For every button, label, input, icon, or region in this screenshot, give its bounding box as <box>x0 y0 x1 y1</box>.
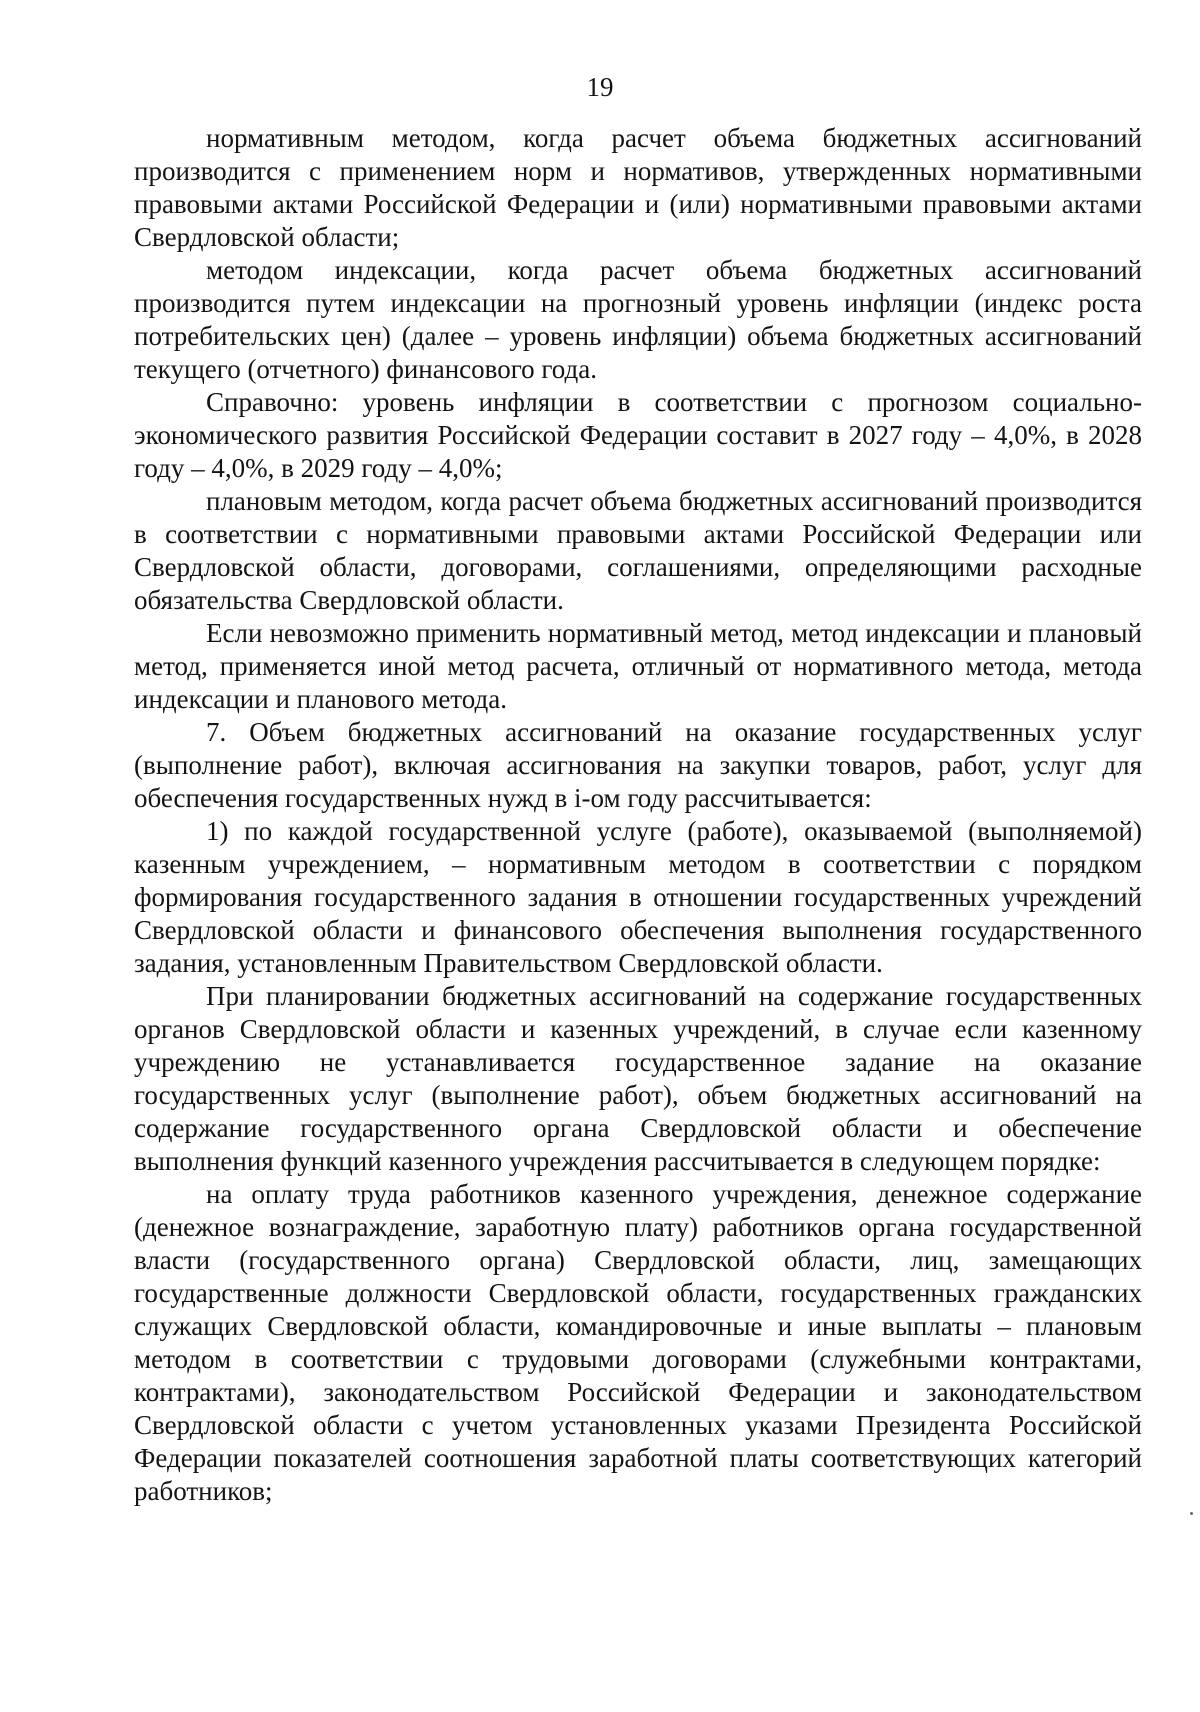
document-body <box>134 122 1142 1508</box>
paragraph-normative-method: нормативным методом, когда расчет объема бюджетных ассигнований производится с применением норм и нормативов, утвержденных нормативными правовыми актами Российской Федерации и (или) нормативными правовыми актами Свердловской области; <box>134 123 1142 252</box>
paragraph-inflation-reference: Справочно: уровень инфляции в соответствии с прогнозом социально-экономического развития Российской Федерации составит в 2027 году – 4,0%, в 2028 году – 4,0%, в 2029 году – 4,0%; <box>134 387 1142 483</box>
paragraph-indexation-method: методом индексации, когда расчет объема бюджетных ассигнований производится путем индексации на прогнозный уровень инфляции (индекс роста потребительских цен) (далее – уровень инфляции) объема бюджетных ассигнований текущего (отчетного) финансового года. <box>134 255 1142 384</box>
paragraph-other-method: Если невозможно применить нормативный метод, метод индексации и плановый метод, применяется иной метод расчета, отличный от нормативного метода, метода индексации и планового метода. <box>134 618 1142 714</box>
scan-artifact-dot <box>1190 1512 1193 1515</box>
paragraph-payroll: на оплату труда работников казенного учреждения, денежное содержание (денежное вознаграждение, заработную плату) работников органа государственной власти (государственного органа) Свердловской области, лиц, замещающих государственные должности Свердловской области, государственных гражданских служащих Свердловской области, командировочные и иные выплаты – плановым методом в соответствии с трудовыми договорами (служебными контрактами, контрактами), законодательством Российской Федерации и законодательством Свердловской области с учетом установленных указами Президента Российской Федерации показателей соотношения заработной платы соответствующих категорий работников; <box>134 1179 1142 1506</box>
paragraph-item-7: 7. Объем бюджетных ассигнований на оказание государственных услуг (выполнение работ), включая ассигнования на закупки товаров, работ, услуг для обеспечения государственных нужд в i-ом году рассчитывается: <box>134 717 1142 813</box>
paragraph-planned-method: плановым методом, когда расчет объема бюджетных ассигнований производится в соответствии с нормативными правовыми актами Российской Федерации или Свердловской области, договорами, соглашениями, определяющими расходные обязательства Свердловской области. <box>134 486 1142 615</box>
paragraph-subitem-1: 1) по каждой государственной услуге (работе), оказываемой (выполняемой) казенным учреждением, – нормативным методом в соответствии с порядком формирования государственного задания в отношении государственных учреждений Свердловской области и финансового обеспечения выполнения государственного задания, установленным Правительством Свердловской области. <box>134 816 1142 978</box>
page-number: 19 <box>586 72 614 102</box>
paragraph-planning-maintenance: При планировании бюджетных ассигнований на содержание государственных органов Свердловской области и казенных учреждений, в случае если казенному учреждению не устанавливается государственное задание на оказание государственных услуг (выполнение работ), объем бюджетных ассигнований на содержание государственного органа Свердловской области и обеспечение выполнения функций казенного учреждения рассчитывается в следующем порядке: <box>134 981 1142 1176</box>
